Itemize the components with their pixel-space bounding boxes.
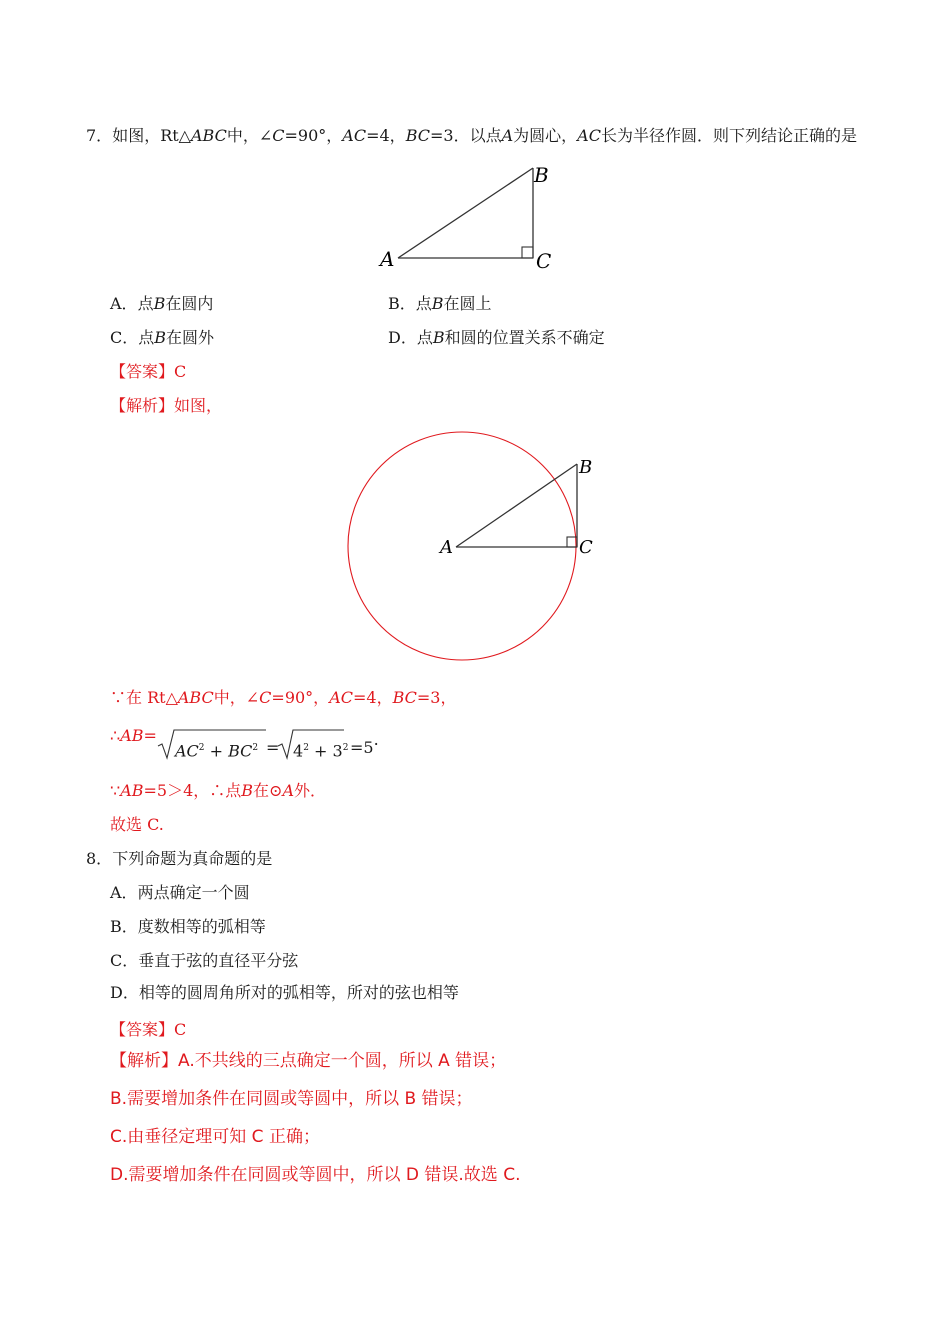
q7-solution-line-3 [110, 780, 326, 802]
analysis-tag: 【解析】 [110, 396, 175, 415]
label-a: A [440, 537, 453, 558]
formula-var: AC [175, 741, 199, 761]
q7-stem-part: 为圆心， [513, 126, 578, 145]
q8-analysis-line-2: B.需要增加条件在同圆或等圆中，所以 B 错误； [110, 1089, 473, 1109]
circle-a [348, 432, 576, 660]
option-letter: C． [110, 951, 139, 970]
q8-option-c [110, 950, 298, 972]
formula-operator: + [308, 741, 333, 761]
formula-exponent: 2 [252, 743, 259, 753]
q7-var: ABC [190, 126, 227, 145]
q7-stem-part: =90°， [284, 126, 343, 145]
q8-answer [110, 1019, 186, 1041]
solution-var: AB [120, 781, 144, 800]
q8-analysis-line-4: D.需要增加条件在同圆或等圆中，所以 D 错误.故选 C. [110, 1165, 521, 1185]
option-text: 在圆上 [443, 294, 492, 313]
formula-radicand-1 [175, 737, 258, 762]
q7-option-c [110, 327, 214, 349]
option-var: B [431, 294, 444, 313]
q7-stem-part: =4， [366, 126, 406, 145]
label-c: C [579, 537, 593, 558]
formula-number: 4 [293, 741, 304, 761]
q7-var: A [501, 126, 514, 145]
q8-option-a [110, 882, 250, 904]
triangle-side-ab [456, 464, 577, 547]
q7-option-b [388, 293, 492, 315]
solution-text: =3， [416, 688, 457, 707]
formula-operator: + [204, 741, 229, 761]
q7-var: BC [405, 126, 430, 145]
q8-option-d [110, 982, 459, 1004]
q8-number: 8． [86, 849, 113, 868]
option-letter: A． [110, 294, 138, 313]
option-letter: D． [388, 328, 417, 347]
q7-solution-line-1 [110, 687, 456, 709]
solution-var: BC [392, 688, 417, 707]
q8-stem [86, 848, 272, 870]
formula-operator: = [266, 738, 280, 757]
answer-value: C [174, 362, 187, 381]
formula-exponent: 2 [303, 743, 309, 753]
solution-var: C [259, 688, 272, 707]
solution-text: = [143, 726, 157, 745]
label-c: C [536, 249, 552, 273]
q7-var: AC [577, 126, 601, 145]
option-text: 两点确定一个圆 [137, 883, 250, 902]
triangle-side-ab [398, 168, 533, 258]
label-b: B [579, 457, 593, 478]
q7-analysis-intro [110, 395, 222, 417]
option-letter: C． [110, 328, 139, 347]
analysis-text: 如图， [174, 396, 223, 415]
solution-text: ∵在 Rt△ [110, 688, 178, 707]
q7-var: C [272, 126, 285, 145]
option-letter: B． [110, 917, 138, 936]
answer-value: C [174, 1020, 187, 1039]
option-text: 点 [416, 328, 433, 347]
option-var: B [432, 328, 445, 347]
solution-text: =4， [352, 688, 393, 707]
solution-var: B [241, 781, 254, 800]
solution-var: ABC [177, 688, 214, 707]
option-text: 点 [137, 294, 154, 313]
answer-tag: 【答案】 [110, 1020, 175, 1039]
q7-solution-line-4: 故选 C. [110, 815, 164, 834]
answer-tag: 【答案】 [110, 362, 175, 381]
q7-triangle-figure [376, 160, 576, 275]
analysis-tag: 【解析】 [110, 1051, 178, 1071]
q8-stem-text: 下列命题为真命题的是 [112, 849, 273, 868]
formula-exponent: 2 [198, 743, 205, 753]
option-text: 在圆内 [165, 294, 214, 313]
q7-option-a [110, 293, 213, 315]
option-var: B [154, 328, 167, 347]
q7-stem-part: 长为半径作圆．则下列结论正确的是 [600, 126, 857, 145]
option-text: 和圆的位置关系不确定 [444, 328, 605, 347]
option-letter: D． [110, 983, 139, 1002]
solution-var: A [282, 781, 295, 800]
label-b: B [534, 163, 549, 187]
q7-option-d [388, 327, 605, 349]
q8-analysis-line-3: C.由垂径定理可知 C 正确； [110, 1127, 320, 1147]
option-text: 点 [415, 294, 432, 313]
formula-var: BC [228, 741, 253, 761]
formula-result [350, 730, 379, 759]
label-a: A [380, 247, 395, 271]
option-text: 垂直于弦的直径平分弦 [138, 951, 299, 970]
q7-stem [86, 125, 857, 147]
option-letter: A． [110, 883, 138, 902]
solution-var: AC [329, 688, 353, 707]
q8-option-b [110, 916, 266, 938]
option-letter: B． [388, 294, 416, 313]
q7-solution-line-2-lead [110, 725, 157, 747]
solution-text: ∵ [110, 781, 121, 800]
q8-analysis-line-1 [110, 1050, 506, 1072]
formula-radicand-2 [293, 737, 348, 762]
formula-result-value: =5 [350, 738, 374, 757]
solution-text: 中，∠ [213, 688, 260, 707]
solution-text: 在⊙ [253, 781, 283, 800]
q7-stem-part: =3．以点 [429, 126, 502, 145]
analysis-text: A.不共线的三点确定一个圆，所以 A 错误； [178, 1051, 507, 1071]
solution-var: AB [120, 726, 144, 745]
q7-circle-figure [340, 428, 620, 668]
q7-answer [110, 361, 186, 383]
formula-exponent: 2 [342, 743, 349, 753]
formula-period: . [373, 730, 379, 749]
right-angle-mark [522, 247, 533, 258]
q7-stem-part: 如图，Rt△ [112, 126, 191, 145]
solution-text: =5＞4，∴点 [143, 781, 242, 800]
q7-stem-part: 中，∠ [226, 126, 273, 145]
q7-number: 7． [86, 126, 113, 145]
option-text: 点 [138, 328, 155, 347]
q7-var: AC [342, 126, 367, 145]
solution-text: 外． [294, 781, 327, 800]
option-var: B [153, 294, 166, 313]
formula-number: 3 [332, 741, 343, 761]
option-text: 相等的圆周角所对的弧相等，所对的弦也相等 [138, 983, 459, 1002]
solution-text: =90°， [271, 688, 330, 707]
option-text: 在圆外 [166, 328, 215, 347]
option-text: 度数相等的弧相等 [137, 917, 266, 936]
solution-text: ∴ [110, 726, 121, 745]
